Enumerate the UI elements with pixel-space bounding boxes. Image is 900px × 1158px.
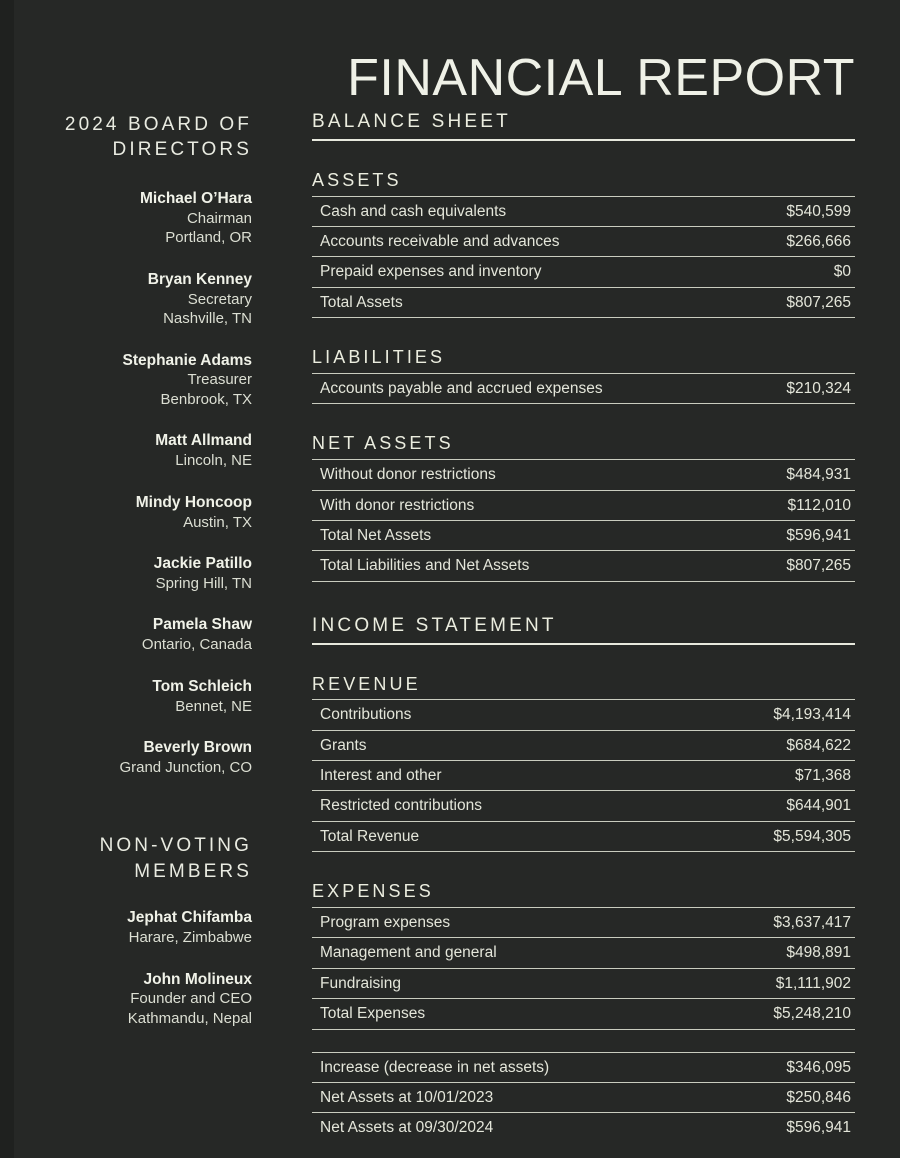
row-label: Total Revenue (320, 827, 420, 845)
row-value: $807,265 (786, 557, 851, 575)
non-voting-member-list (40, 908, 252, 1028)
section-rule (312, 643, 855, 645)
row-value: $266,666 (786, 233, 851, 251)
member-name: Matt Allmand (155, 432, 252, 450)
balance-sheet-title: BALANCE SHEET (312, 111, 511, 132)
summary-spacer (312, 1030, 855, 1052)
revenue-subsection (312, 675, 855, 853)
row-value: $5,594,305 (773, 827, 851, 845)
row-value: $4,193,414 (773, 706, 851, 724)
statement-row (312, 460, 855, 490)
member-name: Stephanie Adams (122, 351, 252, 369)
board-heading: 2024 BOARD OF DIRECTORS (64, 114, 252, 161)
row-value: $112,010 (787, 496, 851, 514)
row-label: Without donor restrictions (320, 466, 496, 484)
statement-row (312, 822, 855, 852)
row-value: $346,095 (786, 1058, 851, 1076)
member-role: Chairman (186, 209, 252, 227)
member-role: Founder and CEO (130, 990, 252, 1008)
row-value: $1,111,902 (775, 974, 851, 992)
revenue-title: REVENUE (312, 673, 421, 694)
statement-row (312, 969, 855, 999)
member-location: Spring Hill, TN (155, 574, 252, 592)
statement-row (312, 491, 855, 521)
board-member (40, 677, 252, 716)
member-location: Kathmandu, Nepal (127, 1009, 252, 1027)
member-location: Bennet, NE (175, 697, 252, 715)
board-member (40, 431, 252, 470)
liabilities-subsection (312, 348, 855, 404)
statement-row (312, 761, 855, 791)
board-member (40, 970, 252, 1029)
board-member (40, 351, 252, 410)
row-label: Management and general (320, 944, 497, 962)
member-name: Jackie Patillo (153, 555, 252, 573)
row-label: Program expenses (320, 914, 451, 932)
statement-row (312, 257, 855, 287)
row-value: $5,248,210 (773, 1005, 851, 1023)
liabilities-title: LIABILITIES (312, 347, 446, 368)
row-label: Net Assets at 10/01/2023 (320, 1088, 494, 1106)
member-name: Bryan Kenney (147, 270, 252, 288)
board-member (40, 270, 252, 329)
row-label: Total Expenses (320, 1005, 426, 1023)
page-title: FINANCIAL REPORT (347, 48, 855, 107)
row-label: Fundraising (320, 974, 401, 992)
member-name: Tom Schleich (152, 677, 252, 695)
statement-row (312, 521, 855, 551)
assets-title: ASSETS (312, 169, 402, 190)
row-label: Contributions (320, 706, 412, 724)
income-statement-section (312, 616, 855, 1143)
row-value: $498,891 (786, 944, 851, 962)
member-name: Jephat Chifamba (127, 909, 252, 927)
row-label: Grants (320, 736, 367, 754)
member-name: Michael O’Hara (140, 189, 252, 207)
member-role: Secretary (187, 290, 252, 308)
row-value: $250,846 (786, 1088, 851, 1106)
board-member (40, 738, 252, 777)
row-label: Total Net Assets (320, 526, 432, 544)
row-value: $807,265 (786, 293, 851, 311)
row-value: $3,637,417 (773, 914, 851, 932)
member-name: Beverly Brown (143, 739, 252, 757)
statement-row (312, 288, 855, 318)
row-label: Restricted contributions (320, 797, 482, 815)
row-value: $210,324 (786, 379, 851, 397)
board-member (40, 554, 252, 593)
board-member-list (40, 189, 252, 777)
row-label: Total Liabilities and Net Assets (320, 557, 530, 575)
net-assets-title: NET ASSETS (312, 433, 454, 454)
page-left-edge (0, 0, 14, 1158)
member-location: Portland, OR (165, 229, 252, 247)
balance-sheet-section (312, 112, 855, 582)
section-rule (312, 139, 855, 141)
member-name: Mindy Honcoop (135, 493, 252, 511)
non-voting-heading: NON-VOTING MEMBERS (99, 835, 252, 882)
member-location: Austin, TX (183, 513, 252, 531)
member-location: Harare, Zimbabwe (128, 929, 252, 947)
revenue-rows (312, 700, 855, 852)
statement-row (312, 700, 855, 730)
statement-row (312, 374, 855, 404)
liabilities-rows (312, 374, 855, 404)
row-label: Accounts payable and accrued expenses (320, 379, 603, 397)
statement-row (312, 197, 855, 227)
statement-row (312, 227, 855, 257)
member-location: Lincoln, NE (175, 452, 252, 470)
board-member (40, 615, 252, 654)
expenses-rows (312, 908, 855, 1030)
member-role: Treasurer (187, 371, 252, 389)
row-value: $0 (833, 263, 851, 281)
financial-statements (312, 112, 855, 1143)
row-label: Cash and cash equivalents (320, 202, 507, 220)
row-label: Prepaid expenses and inventory (320, 263, 542, 281)
net-assets-rows (312, 460, 855, 582)
row-value: $71,368 (794, 767, 851, 785)
statement-row (312, 731, 855, 761)
board-member (40, 493, 252, 532)
row-value: $484,931 (786, 466, 851, 484)
statement-row (312, 908, 855, 938)
statement-row (312, 938, 855, 968)
row-label: Interest and other (320, 767, 442, 785)
statement-row (312, 1053, 855, 1083)
row-label: Total Assets (320, 293, 403, 311)
statement-row (312, 999, 855, 1029)
board-member (40, 908, 252, 947)
member-name: John Molineux (143, 970, 252, 988)
row-value: $684,622 (786, 736, 851, 754)
statement-row (312, 1113, 855, 1142)
expenses-subsection (312, 882, 855, 1029)
member-location: Benbrook, TX (160, 390, 252, 408)
row-label: With donor restrictions (320, 496, 475, 514)
assets-subsection (312, 171, 855, 318)
sidebar-spacer (40, 777, 252, 833)
net-assets-subsection (312, 434, 855, 581)
board-sidebar (40, 112, 252, 1028)
row-value: $540,599 (786, 202, 851, 220)
net-assets-summary (312, 1052, 855, 1143)
row-value: $644,901 (786, 797, 851, 815)
member-name: Pamela Shaw (152, 616, 252, 634)
expenses-title: EXPENSES (312, 881, 434, 902)
member-location: Nashville, TN (163, 310, 252, 328)
summary-rows (312, 1053, 855, 1143)
board-member (40, 189, 252, 248)
row-label: Net Assets at 09/30/2024 (320, 1119, 494, 1137)
income-statement-title: INCOME STATEMENT (312, 614, 557, 636)
statement-row (312, 791, 855, 821)
assets-rows (312, 197, 855, 319)
statement-row (312, 1083, 855, 1113)
row-value: $596,941 (786, 1119, 851, 1137)
statement-row (312, 551, 855, 581)
row-label: Increase (decrease in net assets) (320, 1058, 550, 1076)
row-value: $596,941 (786, 526, 851, 544)
member-location: Grand Junction, CO (119, 758, 252, 776)
member-location: Ontario, Canada (141, 636, 252, 654)
section-spacer (312, 582, 855, 616)
row-label: Accounts receivable and advances (320, 233, 560, 251)
